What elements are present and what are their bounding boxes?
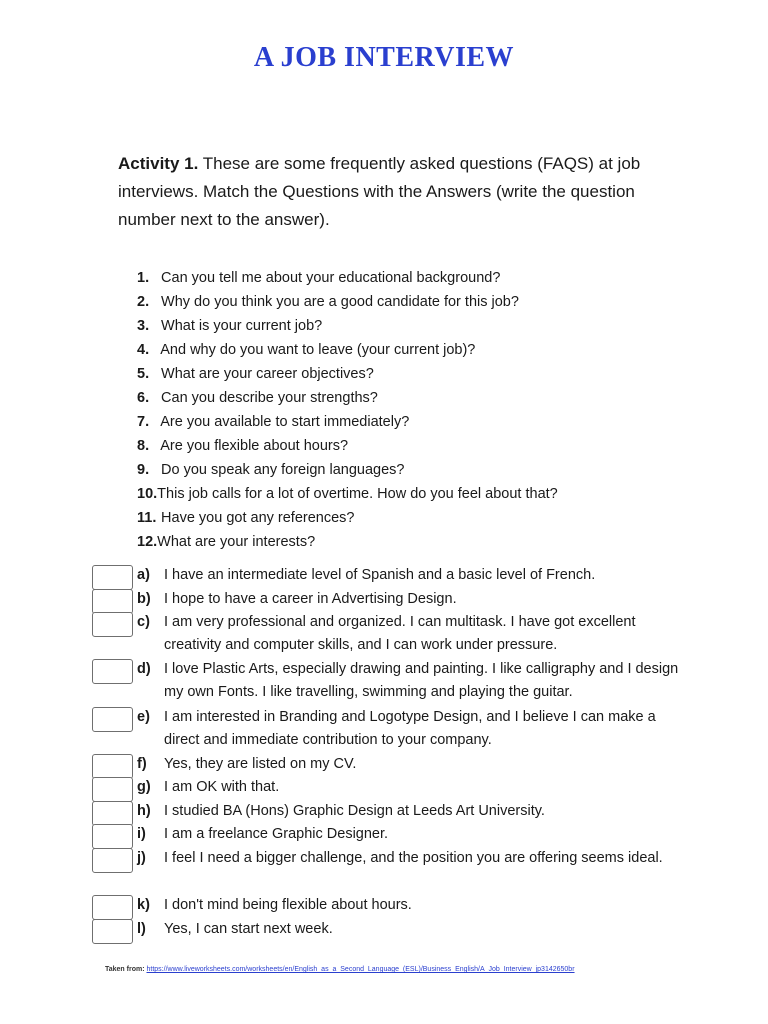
answer-text: I am interested in Branding and Logotype Design, and I believe I can make a direct and immediate contribution to your company. xyxy=(164,709,656,748)
answer-input-c[interactable] xyxy=(92,612,133,637)
answer-letter: a) xyxy=(137,567,150,583)
question-text: This job calls for a lot of overtime. How do you feel about that? xyxy=(157,486,558,502)
question-text: Have you got any references? xyxy=(161,510,355,526)
question-item xyxy=(137,530,697,554)
question-number: 2. xyxy=(137,294,150,310)
answer-text: I feel I need a bigger challenge, and the position you are offering seems ideal. xyxy=(164,850,663,866)
answer-letter: l) xyxy=(137,921,146,937)
question-item xyxy=(137,290,697,314)
question-item xyxy=(137,362,697,386)
source-footer xyxy=(105,966,575,973)
question-item xyxy=(137,410,697,434)
answer-letter: j) xyxy=(137,850,146,866)
answer-letter: d) xyxy=(137,661,151,677)
answer-text: I don't mind being flexible about hours. xyxy=(164,897,412,913)
answer-input-g[interactable] xyxy=(92,777,133,802)
question-number: 7. xyxy=(137,414,150,430)
answer-letter: g) xyxy=(137,779,151,795)
question-item xyxy=(137,458,697,482)
answer-input-j[interactable] xyxy=(92,848,133,873)
question-item xyxy=(137,386,697,410)
answer-letter: h) xyxy=(137,803,151,819)
question-item xyxy=(137,482,697,506)
answer-text: I am a freelance Graphic Designer. xyxy=(164,826,389,842)
question-text: Why do you think you are a good candidate for this job? xyxy=(161,294,519,310)
activity-instructions xyxy=(118,150,688,234)
question-number: 8. xyxy=(137,438,150,454)
question-number: 1. xyxy=(137,270,150,286)
question-item xyxy=(137,506,697,530)
question-number: 9. xyxy=(137,462,150,478)
question-text: Are you available to start immediately? xyxy=(160,414,410,430)
answer-text: I love Plastic Arts, especially drawing and painting. I like calligraphy and I design my own Fonts. I like travelling, swimming and playing the guitar. xyxy=(164,661,679,700)
answer-text: I have an intermediate level of Spanish and a basic level of French. xyxy=(164,567,596,583)
question-item xyxy=(137,434,697,458)
page-title: A JOB INTERVIEW xyxy=(253,42,515,73)
question-number: 4. xyxy=(137,342,150,358)
answer-input-l[interactable] xyxy=(92,919,133,944)
answer-letter: e) xyxy=(137,709,150,725)
question-text: Can you describe your strengths? xyxy=(161,390,378,406)
question-number: 5. xyxy=(137,366,150,382)
source-link[interactable]: https://www.liveworksheets.com/worksheets/en/English_as_a_Second_Language_(ESL)/Business_English/A_Job_Interview_jp3142650br xyxy=(146,966,575,973)
answer-text: I am very professional and organized. I can multitask. I have got excellent creativity and computer skills, and I can work under pressure. xyxy=(164,614,636,653)
questions-list xyxy=(137,266,697,554)
question-text: What are your career objectives? xyxy=(161,366,374,382)
question-text: And why do you want to leave (your current job)? xyxy=(160,342,476,358)
question-text: What is your current job? xyxy=(161,318,323,334)
question-text: Are you flexible about hours? xyxy=(160,438,349,454)
answer-input-a[interactable] xyxy=(92,565,133,590)
answer-input-i[interactable] xyxy=(92,824,133,849)
answer-input-f[interactable] xyxy=(92,754,133,779)
question-number: 10. xyxy=(137,486,158,502)
answer-text: Yes, I can start next week. xyxy=(164,921,333,937)
answer-text: Yes, they are listed on my CV. xyxy=(164,756,357,772)
answer-letter: i) xyxy=(137,826,146,842)
question-number: 6. xyxy=(137,390,150,406)
answer-input-e[interactable] xyxy=(92,707,133,732)
question-text: What are your interests? xyxy=(157,534,316,550)
activity-text: These are some frequently asked questions (FAQS) at job interviews. Match the Questions with the Answers (write the question number next to the answer). xyxy=(118,154,641,229)
question-text: Do you speak any foreign languages? xyxy=(161,462,405,478)
answer-letter: k) xyxy=(137,897,150,913)
question-text: Can you tell me about your educational background? xyxy=(161,270,501,286)
question-number: 3. xyxy=(137,318,150,334)
question-item xyxy=(137,314,697,338)
answer-text: I hope to have a career in Advertising Design. xyxy=(164,591,457,607)
question-number: 11. xyxy=(137,510,157,526)
answer-text: I am OK with that. xyxy=(164,779,280,795)
question-item xyxy=(137,266,697,290)
question-item xyxy=(137,338,697,362)
answer-input-k[interactable] xyxy=(92,895,133,920)
answer-input-b[interactable] xyxy=(92,589,133,614)
answer-text: I studied BA (Hons) Graphic Design at Leeds Art University. xyxy=(164,803,545,819)
answer-letter: f) xyxy=(137,756,147,772)
answer-letter: b) xyxy=(137,591,151,607)
answer-input-d[interactable] xyxy=(92,659,133,684)
activity-label: Activity 1. xyxy=(118,154,199,173)
answer-input-h[interactable] xyxy=(92,801,133,826)
answer-letter: c) xyxy=(137,614,150,630)
question-number: 12. xyxy=(137,534,158,550)
footer-label: Taken from: xyxy=(105,966,145,973)
